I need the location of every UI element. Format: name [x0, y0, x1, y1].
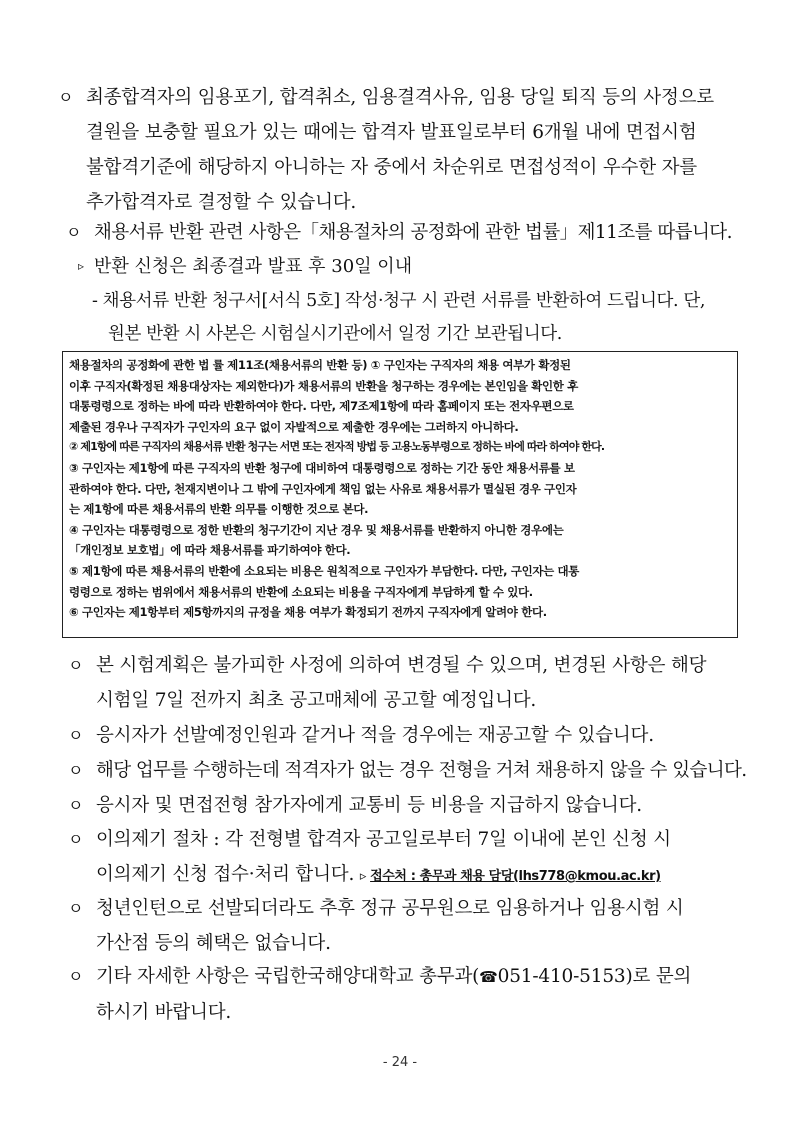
law-line: 령령으로 정하는 범위에서 채용서류의 반환에 소요되는 비용을 구직자에게 부담하게 할 수 있다. — [69, 584, 533, 599]
text-line: 이의제기 신청 접수·처리 합니다. — [96, 864, 355, 885]
bullet-inquiry — [68, 959, 758, 1030]
law-line: 대통령령으로 정하는 바에 따라 반환하여야 한다. 다만, 제7조제1항에 따라 홈페이지 또는 전자우편으로 — [69, 399, 574, 414]
text-line: 결원을 보충할 필요가 있는 때에는 합격자 발표일로부터 6개월 내에 면접시험 — [86, 122, 697, 143]
law-line: ③ 구인자는 제1항에 따른 구직자의 반환 청구에 대비하여 대통령령으로 정하는 기간 동안 채용서류를 보 — [69, 460, 575, 475]
law-line: ② 제1항에 따른 구직자의 채용서류 반환 청구는 서면 또는 전자적 방법 등 고용노동부령으로 정하는 바에 따라 하여야 한다. — [69, 440, 605, 454]
return-detail — [92, 285, 752, 351]
text-line: - 채용서류 반환 청구서[서식 5호] 작성·청구 시 관련 서류를 반환하여 드립니다. 단, — [92, 291, 706, 311]
text-line: 해당 업무를 수행하는데 적격자가 없는 경우 전형을 거쳐 채용하지 않을 수 있습니다. — [96, 760, 747, 781]
contact-email-link[interactable]: 접수처 : 총무과 채용 담당(lhs778@kmou.ac.kr) — [370, 869, 661, 884]
law-line: 「개인정보 보호법」에 따라 채용서류를 파기하여야 한다. — [69, 543, 351, 558]
text-line: 시험일 7일 전까지 최초 공고매체에 공고할 예정입니다. — [96, 690, 537, 711]
bullet-mark: ㅇ — [68, 761, 84, 780]
text-line: 하시기 바랍니다. — [96, 1002, 232, 1023]
bullet-mark: ㅇ — [68, 726, 84, 745]
bullet-mark: ㅇ — [68, 796, 84, 815]
return-deadline-text: 반환 신청은 최종결과 발표 후 30일 이내 — [94, 256, 413, 277]
text-line: 본 시험계획은 불가피한 사정에 의하여 변경될 수 있으며, 변경된 사항은 해당 — [96, 655, 707, 676]
return-deadline-note — [78, 251, 412, 284]
text-line: 가산점 등의 혜택은 없습니다. — [96, 933, 331, 954]
text-line: 기타 자세한 사항은 국립한국해양대학교 총무과( — [96, 966, 480, 987]
bullet-no-hire — [68, 753, 758, 788]
text-line: 채용서류 반환 관련 사항은「채용절차의 공정화에 관한 법률」제11조를 따릅니다. — [94, 222, 732, 243]
text-line: 추가합격자로 결정할 수 있습니다. — [86, 192, 357, 213]
text-line: 이의제기 절차 : 각 전형별 합격자 공고일로부터 7일 이내에 본인 신청 시 — [96, 829, 671, 850]
page-number: - 24 - — [382, 1055, 418, 1070]
triangle-right-icon: ▹ — [78, 259, 85, 273]
bullet-re-announcement — [68, 718, 758, 753]
bullet-mark: ㅇ — [68, 830, 84, 849]
text-line: 원본 반환 시 사본은 시험실시기관에서 일정 기간 보관됩니다. — [108, 324, 562, 344]
text-line: 응시자가 선발예정인원과 같거나 적을 경우에는 재공고할 수 있습니다. — [96, 725, 654, 746]
bullet-youth-intern — [68, 891, 758, 961]
bullet-supplementary-pass — [58, 80, 748, 220]
bullet-mark: ㅇ — [68, 967, 84, 986]
text-line: 최종합격자의 임용포기, 합격취소, 임용결격사유, 임용 당일 퇴직 등의 사정으로 — [86, 87, 714, 108]
bullet-mark: ㅇ — [68, 656, 84, 675]
law-line: ⑥ 구인자는 제1항부터 제5항까지의 규정을 채용 여부가 확정되기 전까지 구직자에게 알려야 한다. — [69, 605, 547, 620]
law-excerpt-box — [62, 351, 738, 638]
text-line: 불합격기준에 해당하지 아니하는 자 중에서 차순위로 면접성적이 우수한 자를 — [86, 157, 697, 178]
phone-icon: ☎ — [479, 968, 498, 986]
bullet-no-expenses — [68, 788, 758, 823]
contact-info — [360, 869, 661, 884]
phone-number: 051-410-5153)로 문의 — [497, 966, 692, 987]
law-line: 채용절차의 공정화에 관한 법 률 제11조(채용서류의 반환 등) ① 구인자는 구직자의 채용 여부가 확정된 — [69, 358, 571, 372]
triangle-right-icon: ▹ — [359, 869, 371, 884]
bullet-mark: ㅇ — [58, 88, 74, 107]
text-line: 응시자 및 면접전형 참가자에게 교통비 등 비용을 지급하지 않습니다. — [96, 795, 642, 816]
law-line: 이후 구직자(확정된 채용대상자는 제외한다)가 채용서류의 반환을 청구하는 경우에는 본인임을 확인한 후 — [69, 378, 578, 393]
law-line: ④ 구인자는 대통령령으로 정한 반환의 청구기간이 지난 경우 및 채용서류를 반환하지 아니한 경우에는 — [69, 522, 564, 537]
law-line: 는 제1항에 따른 채용서류의 반환 의무를 이행한 것으로 본다. — [69, 502, 369, 517]
bullet-mark: ㅇ — [68, 899, 84, 918]
bullet-plan-change — [68, 648, 758, 718]
law-line: 관하여야 한다. 다만, 천재지변이나 그 밖에 구인자에게 책임 없는 사유로 채용서류가 멸실된 경우 구인자 — [69, 481, 577, 496]
bullet-document-return — [66, 215, 756, 250]
text-line: 청년인턴으로 선발되더라도 추후 정규 공무원으로 임용하거나 임용시험 시 — [96, 898, 684, 919]
bullet-objection — [68, 822, 758, 894]
law-line: ⑤ 제1항에 따른 채용서류의 반환에 소요되는 비용은 원칙적으로 구인자가 부담한다. 다만, 구인자는 대통 — [69, 563, 580, 578]
law-line: 제출된 경우나 구직자가 구인자의 요구 없이 자발적으로 제출한 경우에는 그러하지 아니하다. — [69, 419, 519, 434]
bullet-mark: ㅇ — [66, 223, 82, 242]
